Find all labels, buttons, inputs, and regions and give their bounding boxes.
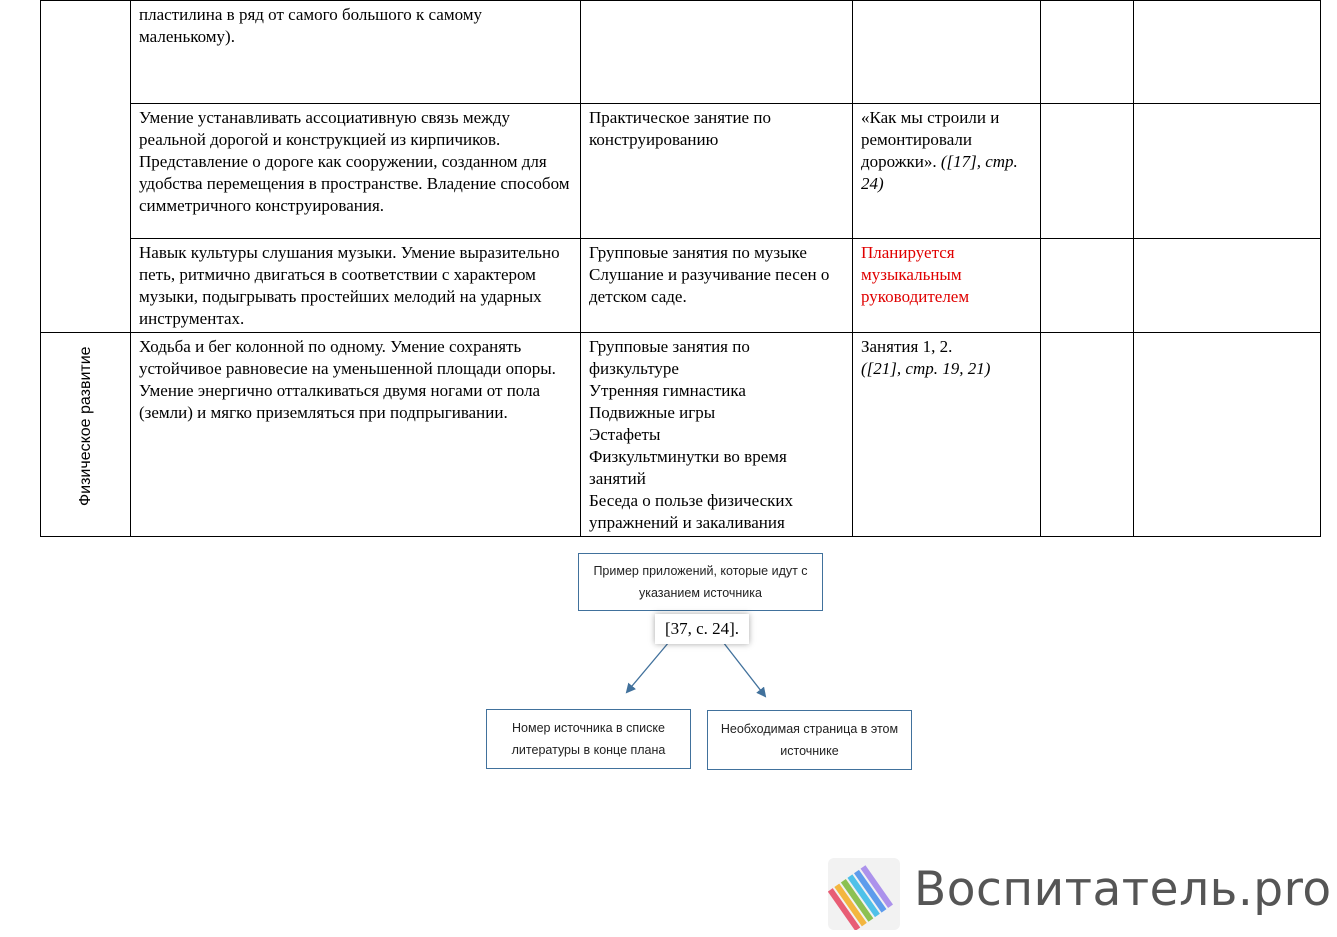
area-cell-empty [41,1,131,333]
arrow-left [627,642,669,692]
source-cell [853,104,1041,239]
plan-table [40,0,1321,537]
citation-diagram [481,546,921,776]
arrow-right [723,642,765,696]
area-label: Физическое развитие [76,346,94,506]
table-row [41,333,1321,537]
logo-text: Воспитатель.pro [914,862,1332,917]
source-title: «Как мы строили и ремонтировали дорожки». [861,108,1000,171]
source-number-box: Номер источника в списке литературы в конце плана [486,709,691,769]
empty-cell [1041,1,1134,104]
empty-cell [1134,104,1321,239]
skills-cell: пластилина в ряд от самого большого к самому маленькому). [131,1,581,104]
form-cell: Практическое занятие по конструированию [581,104,853,239]
empty-cell [1041,333,1134,537]
table-row [41,1,1321,104]
empty-cell [1041,104,1134,239]
example-box: Пример приложений, которые идут с указанием источника [578,553,823,611]
source-reference: ([21], стр. 19, 21) [861,359,991,378]
table-row [41,104,1321,239]
source-title: Занятия 1, 2. [861,337,953,356]
skills-cell: Навык культуры слушания музыки. Умение выразительно петь, ритмично двигаться в соответствии с характером музыки, подыгрывать простейших мелодий на ударных инструментах. [131,239,581,333]
area-cell [41,333,131,537]
source-cell-planned: Планируется музыкальным руководителем [853,239,1041,333]
table-row [41,239,1321,333]
pencils-icon [828,858,900,930]
form-cell: Групповые занятия по музыке Слушание и разучивание песен о детском саде. [581,239,853,333]
skills-cell: Умение устанавливать ассоциативную связь между реальной дорогой и конструкцией из кирпичиков. Представление о дороге как сооружении, созданном для удобства перемещения в пространстве. Владение способом симметричного конструирования. [131,104,581,239]
empty-cell [1134,333,1321,537]
site-logo [828,858,1332,930]
form-cell: Групповые занятия по физкультуре Утренняя гимнастика Подвижные игры Эстафеты Физкультминутки во время занятий Беседа о пользе физических упражнений и закаливания [581,333,853,537]
source-reference: ([17], стр. 24) [861,152,1018,193]
empty-cell [1041,239,1134,333]
empty-cell [1134,239,1321,333]
reference-example: [37, с. 24]. [655,614,749,644]
form-cell [581,1,853,104]
skills-cell: Ходьба и бег колонной по одному. Умение сохранять устойчивое равновесие на уменьшенной площади опоры. Умение энергично отталкиваться двумя ногами от пола (земли) и мягко приземляться при подпрыгивании. [131,333,581,537]
source-cell [853,1,1041,104]
page-number-box: Необходимая страница в этом источнике [707,710,912,770]
empty-cell [1134,1,1321,104]
source-cell [853,333,1041,537]
